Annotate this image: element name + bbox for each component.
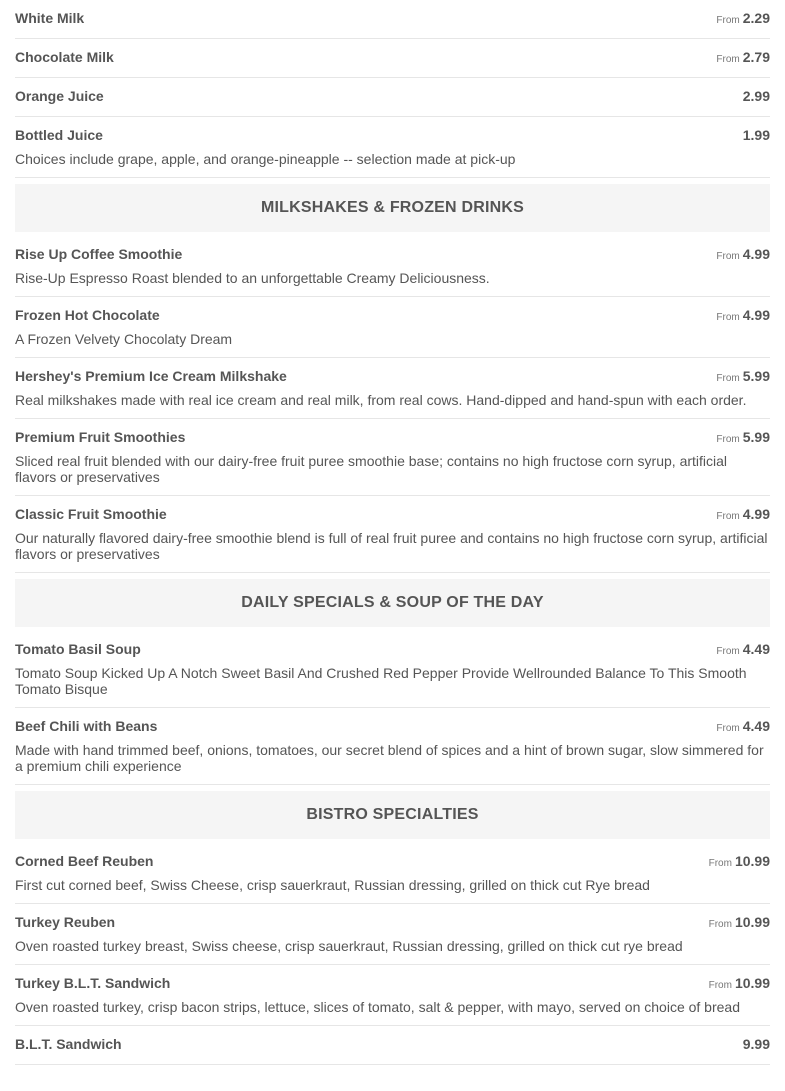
menu-item-row xyxy=(15,10,770,28)
price-from-label: From xyxy=(716,434,740,445)
price-amount: 4.49 xyxy=(742,641,770,657)
menu-item-row xyxy=(15,368,770,386)
menu-item-description: A Frozen Velvety Chocolaty Dream xyxy=(15,331,233,347)
menu-item-row xyxy=(15,718,770,736)
price-from-label: From xyxy=(716,251,740,262)
menu-item-description: Rise-Up Espresso Roast blended to an unforgettable Creamy Deliciousness. xyxy=(15,270,490,286)
price-amount: 5.99 xyxy=(742,368,770,384)
menu-item[interactable] xyxy=(15,236,770,297)
price-amount: 2.29 xyxy=(742,10,770,26)
menu-item-name: Turkey Reuben xyxy=(15,914,116,930)
menu-item-price xyxy=(716,368,770,386)
menu-item-row xyxy=(15,975,770,993)
menu-item-row xyxy=(15,49,770,67)
menu-item-description: Choices include grape, apple, and orange-pineapple -- selection made at pick-up xyxy=(15,151,516,167)
price-from-label: From xyxy=(708,858,732,869)
menu-item-price xyxy=(743,127,770,145)
menu-item[interactable] xyxy=(15,78,770,117)
menu-item-row xyxy=(15,914,770,932)
menu-item[interactable] xyxy=(15,297,770,358)
menu-item[interactable] xyxy=(15,708,770,785)
menu-item-description: Oven roasted turkey, crisp bacon strips, lettuce, slices of tomato, salt & pepper, with mayo, served on choice of bread xyxy=(15,999,740,1015)
menu-item-price xyxy=(716,246,770,264)
price-from-label: From xyxy=(716,54,740,65)
price-amount: 10.99 xyxy=(734,975,770,991)
price-amount: 5.99 xyxy=(742,429,770,445)
menu-item-description: Sliced real fruit blended with our dairy-free fruit puree smoothie base; contains no high fructose corn syrup, artificial flavors or preservatives xyxy=(15,453,728,485)
menu-item-name: Corned Beef Reuben xyxy=(15,853,154,869)
menu-item-description: Our naturally flavored dairy-free smoothie blend is full of real fruit puree and contains no high fructose corn syrup, artificial flavors or preservatives xyxy=(15,530,768,562)
menu-item-description: Made with hand trimmed beef, onions, tomatoes, our secret blend of spices and a hint of brown sugar, slow simmered for a premium chili experience xyxy=(15,742,764,774)
section-header: DAILY SPECIALS & SOUP OF THE DAY xyxy=(15,579,770,627)
price-amount: 4.49 xyxy=(742,718,770,734)
menu-item-description: First cut corned beef, Swiss Cheese, crisp sauerkraut, Russian dressing, grilled on thick cut Rye bread xyxy=(15,877,650,893)
menu-item-price xyxy=(716,429,770,447)
menu-item-price xyxy=(716,641,770,659)
price-amount: 2.99 xyxy=(742,88,770,104)
menu-item[interactable] xyxy=(15,117,770,178)
menu-item-name: Premium Fruit Smoothies xyxy=(15,429,186,445)
menu-item-price xyxy=(709,914,770,932)
price-from-label: From xyxy=(716,646,740,657)
section-header: BISTRO SPECIALTIES xyxy=(15,791,770,839)
menu-item[interactable] xyxy=(15,358,770,419)
menu-item[interactable] xyxy=(15,631,770,708)
menu-item-row xyxy=(15,307,770,325)
menu-item-name: Orange Juice xyxy=(15,88,104,104)
price-from-label: From xyxy=(708,919,732,930)
price-amount: 1.99 xyxy=(742,127,770,143)
menu-item-price xyxy=(709,975,770,993)
price-amount: 10.99 xyxy=(734,853,770,869)
menu-item-row xyxy=(15,429,770,447)
price-amount: 4.99 xyxy=(742,246,770,262)
menu-item-row xyxy=(15,88,770,106)
menu-item-row xyxy=(15,641,770,659)
price-amount: 10.99 xyxy=(734,914,770,930)
menu-item-name: Tomato Basil Soup xyxy=(15,641,141,657)
menu-item[interactable] xyxy=(15,843,770,904)
menu-item-name: B.L.T. Sandwich xyxy=(15,1036,122,1052)
menu-item-name: Turkey B.L.T. Sandwich xyxy=(15,975,171,991)
menu-item[interactable] xyxy=(15,39,770,78)
menu-item-name: Beef Chili with Beans xyxy=(15,718,158,734)
price-from-label: From xyxy=(716,511,740,522)
menu-item-row xyxy=(15,1036,770,1054)
menu-item-name: White Milk xyxy=(15,10,85,26)
menu-item-name: Chocolate Milk xyxy=(15,49,114,65)
menu-item[interactable] xyxy=(15,904,770,965)
menu-item-name: Hershey's Premium Ice Cream Milkshake xyxy=(15,368,287,384)
menu-item[interactable] xyxy=(15,496,770,573)
menu-item-price xyxy=(716,10,770,28)
menu-item-price xyxy=(743,1036,770,1054)
menu-item-description: Oven roasted turkey breast, Swiss cheese, crisp sauerkraut, Russian dressing, grilled on thick cut rye bread xyxy=(15,938,683,954)
menu-item[interactable] xyxy=(15,0,770,39)
price-amount: 4.99 xyxy=(742,307,770,323)
price-from-label: From xyxy=(716,373,740,384)
menu-item[interactable] xyxy=(15,419,770,496)
price-from-label: From xyxy=(716,312,740,323)
menu-item-price xyxy=(716,506,770,524)
menu-item-row xyxy=(15,127,770,145)
menu-item-name: Rise Up Coffee Smoothie xyxy=(15,246,183,262)
menu-item-name: Classic Fruit Smoothie xyxy=(15,506,167,522)
menu-item-row xyxy=(15,246,770,264)
menu-item-price xyxy=(743,88,770,106)
price-amount: 9.99 xyxy=(742,1036,770,1052)
menu-item-price xyxy=(716,307,770,325)
menu-item-price xyxy=(716,718,770,736)
menu-item[interactable] xyxy=(15,1026,770,1065)
menu-item-name: Frozen Hot Chocolate xyxy=(15,307,160,323)
menu-item[interactable] xyxy=(15,965,770,1026)
section-header: MILKSHAKES & FROZEN DRINKS xyxy=(15,184,770,232)
price-from-label: From xyxy=(716,723,740,734)
price-from-label: From xyxy=(708,980,732,991)
price-from-label: From xyxy=(716,15,740,26)
menu-item-description: Tomato Soup Kicked Up A Notch Sweet Basil And Crushed Red Pepper Provide Wellrounded Balance To This Smooth Tomato Bisque xyxy=(15,665,747,697)
menu-item-price xyxy=(716,49,770,67)
price-amount: 2.79 xyxy=(742,49,770,65)
menu-item-row xyxy=(15,506,770,524)
menu-item-name: Bottled Juice xyxy=(15,127,103,143)
menu-item-price xyxy=(709,853,770,871)
menu-item-description: Real milkshakes made with real ice cream and real milk, from real cows. Hand-dipped and hand-spun with each order. xyxy=(15,392,747,408)
price-amount: 4.99 xyxy=(742,506,770,522)
menu-item-row xyxy=(15,853,770,871)
